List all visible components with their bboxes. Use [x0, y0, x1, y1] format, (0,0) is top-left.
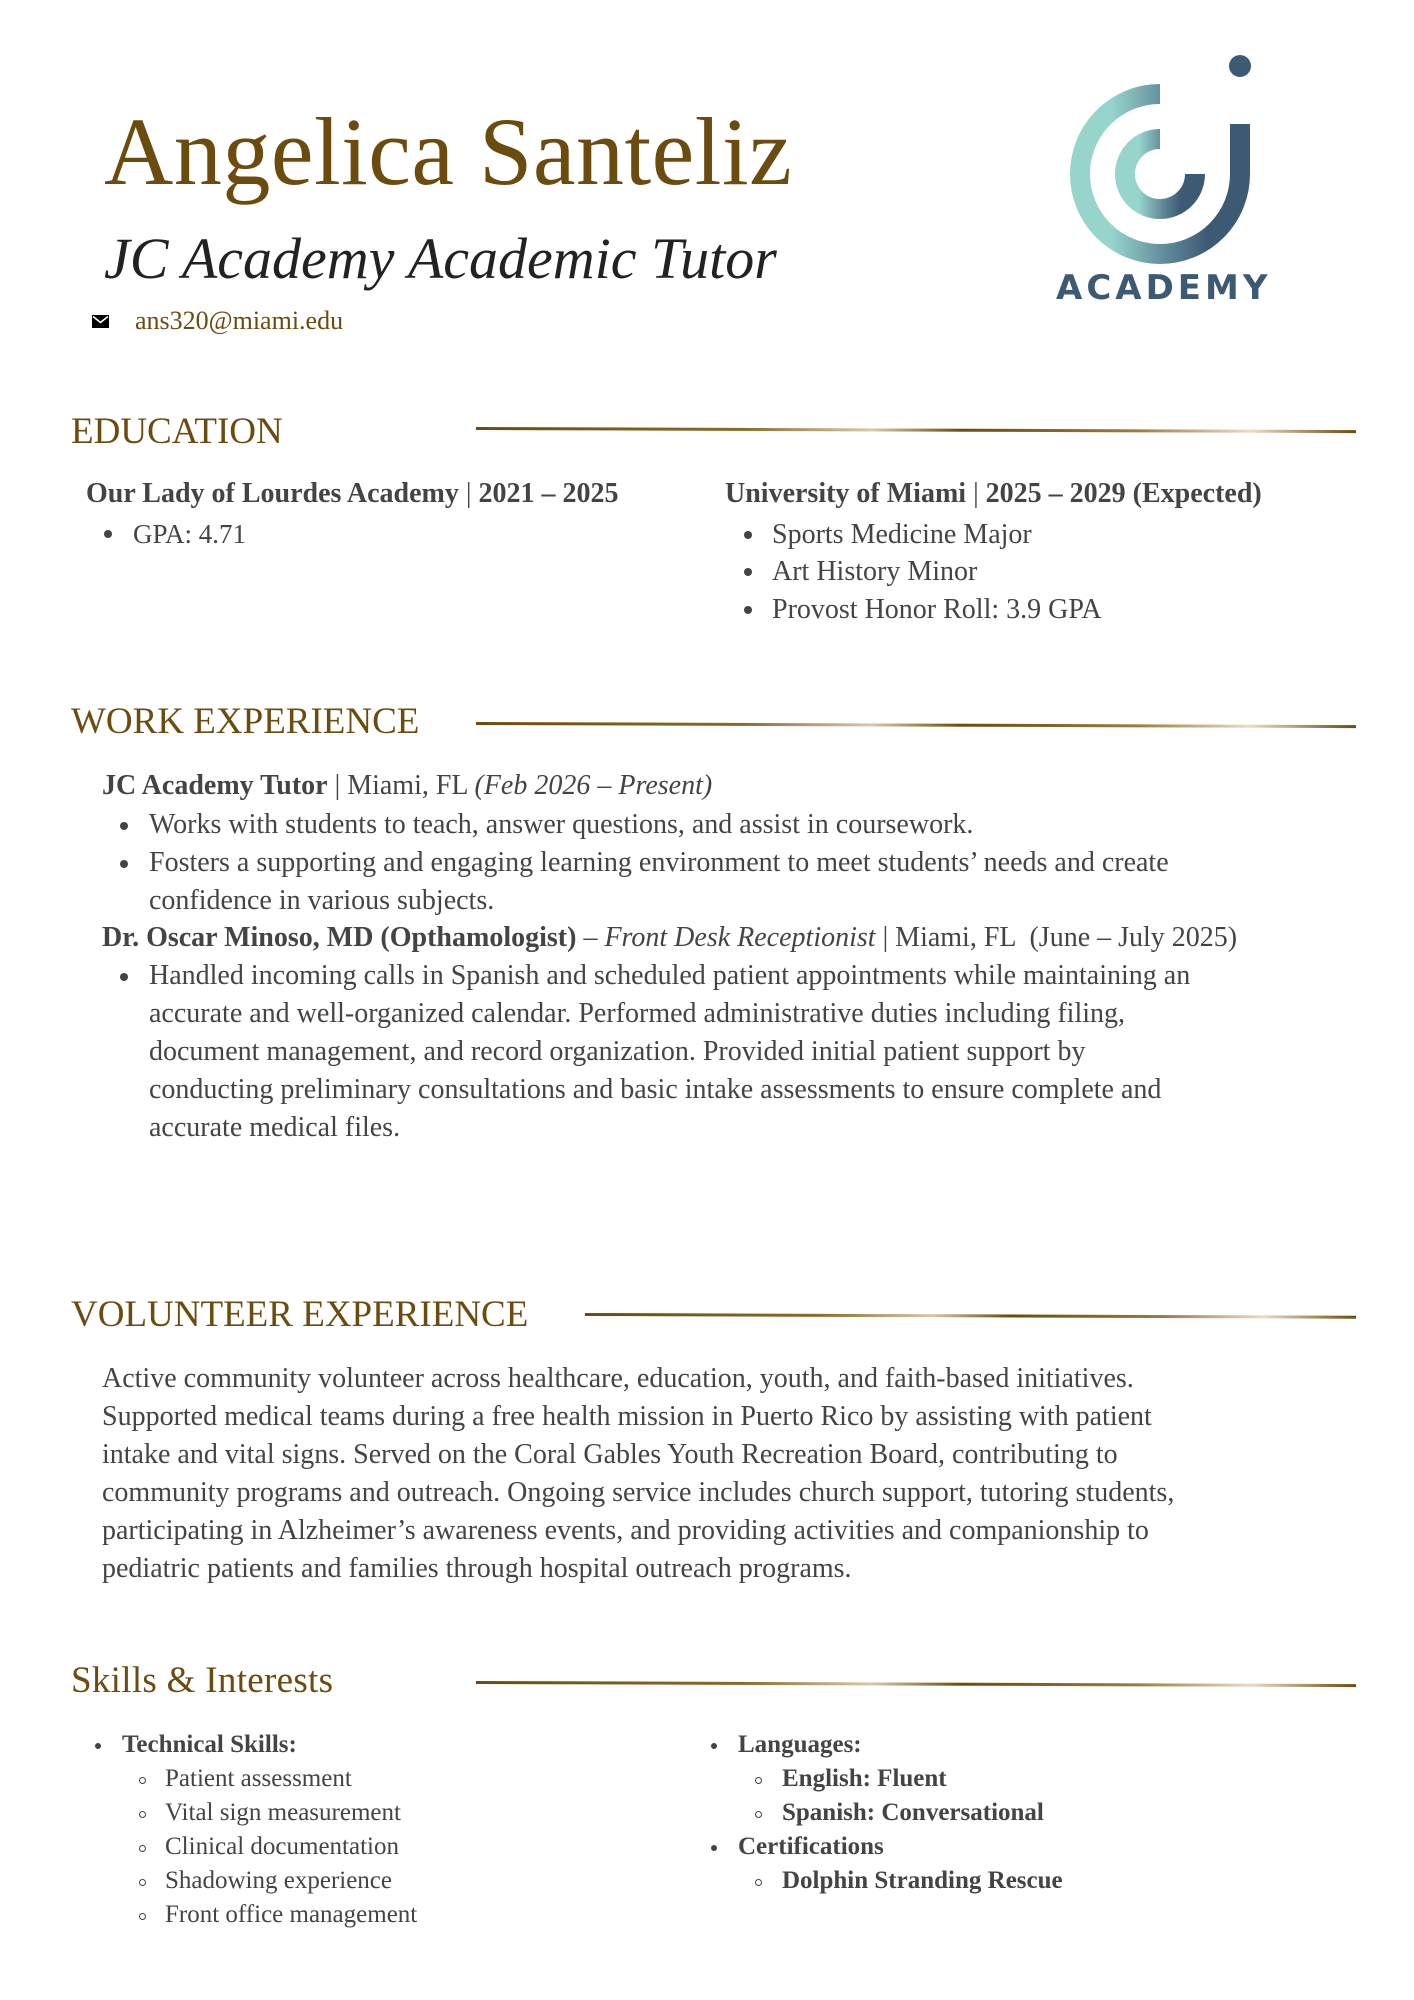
- bullet-icon: [120, 822, 128, 830]
- separator: |: [327, 770, 348, 801]
- job-dates: (Feb 2026 – Present): [474, 770, 713, 801]
- school-name: University of Miami: [725, 478, 967, 509]
- volunteer-line: intake and vital signs. Served on the Coral Gables Youth Recreation Board, contributing to: [102, 1439, 1118, 1470]
- education-left-item: GPA: 4.71: [133, 519, 247, 549]
- job-bullet-line: Fosters a supporting and engaging learning environment to meet students’ needs and create: [149, 847, 1169, 878]
- skill-item: Spanish: Conversational: [782, 1799, 1044, 1826]
- work-divider: [476, 722, 1356, 728]
- job-bullet-line: Handled incoming calls in Spanish and scheduled patient appointments while maintaining an: [149, 960, 1191, 991]
- separator: |: [973, 478, 979, 509]
- skill-category: Languages:: [738, 1731, 862, 1758]
- sub-bullet-icon: [139, 1777, 146, 1784]
- skill-item: Clinical documentation: [165, 1833, 399, 1860]
- education-right-item: Art History Minor: [772, 556, 978, 587]
- email-contact[interactable]: [92, 308, 343, 334]
- skill-item: Patient assessment: [165, 1765, 352, 1792]
- volunteer-line: participating in Alzheimer’s awareness events, and providing activities and companionship to: [102, 1515, 1149, 1546]
- skills-heading: Skills & Interests: [71, 1660, 334, 1701]
- job-bullet-line: conducting preliminary consultations and basic intake assessments to ensure complete and: [149, 1074, 1162, 1105]
- volunteer-line: Active community volunteer across healthcare, education, youth, and faith-based initiatives.: [102, 1363, 1134, 1394]
- education-right-item: Provost Honor Roll: 3.9 GPA: [772, 594, 1102, 625]
- job-role: Front Desk Receptionist: [604, 922, 876, 953]
- education-right-item: Sports Medicine Major: [772, 519, 1032, 550]
- work-heading: WORK EXPERIENCE: [71, 701, 420, 742]
- job-bullet-line: accurate medical files.: [149, 1112, 401, 1143]
- job-role: JC Academy Tutor: [102, 770, 328, 801]
- bullet-icon: [104, 530, 112, 538]
- skill-item: Dolphin Stranding Rescue: [782, 1867, 1063, 1894]
- job-header: [102, 919, 1237, 957]
- job-bullet-line: Works with students to teach, answer questions, and assist in coursework.: [149, 809, 974, 840]
- separator: |: [875, 922, 896, 953]
- bullet-icon: [95, 1743, 101, 1749]
- job-location: Miami, FL (June – July 2025): [895, 922, 1238, 953]
- separator: |: [465, 478, 472, 509]
- skill-item: Shadowing experience: [165, 1867, 393, 1894]
- sub-bullet-icon: [755, 1879, 762, 1886]
- candidate-title: JC Academy Academic Tutor: [104, 226, 777, 291]
- job-bullet-line: confidence in various subjects.: [149, 885, 495, 916]
- candidate-name: Angelica Santeliz: [104, 98, 793, 205]
- bullet-icon: [744, 531, 752, 539]
- job-bullet-line: document management, and record organization. Provided initial patient support by: [149, 1036, 1086, 1067]
- dash: –: [576, 922, 605, 953]
- volunteer-divider: [585, 1313, 1356, 1319]
- sub-bullet-icon: [139, 1879, 146, 1886]
- sub-bullet-icon: [139, 1913, 146, 1920]
- volunteer-line: pediatric patients and families through hospital outreach programs.: [102, 1553, 852, 1584]
- education-heading: EDUCATION: [71, 411, 283, 452]
- sub-bullet-icon: [139, 1845, 146, 1852]
- bullet-icon: [711, 1845, 717, 1851]
- school-years: 2021 – 2025: [478, 478, 619, 509]
- volunteer-line: Supported medical teams during a free health mission in Puerto Rico by assisting with patient: [102, 1401, 1152, 1432]
- skill-item: English: Fluent: [782, 1765, 947, 1792]
- school-years: 2025 – 2029 (Expected): [985, 478, 1262, 509]
- skill-item: Vital sign measurement: [165, 1799, 401, 1826]
- sub-bullet-icon: [755, 1777, 762, 1784]
- bullet-icon: [711, 1743, 717, 1749]
- email-link[interactable]: ans320@miami.edu: [135, 306, 344, 335]
- volunteer-heading: VOLUNTEER EXPERIENCE: [71, 1294, 529, 1335]
- bullet-icon: [744, 606, 752, 614]
- education-right-header: [725, 475, 1262, 513]
- job-header: [102, 767, 712, 805]
- volunteer-line: community programs and outreach. Ongoing service includes church support, tutoring students,: [102, 1477, 1175, 1508]
- school-name: Our Lady of Lourdes Academy: [86, 478, 459, 509]
- logo-text: ACADEMY: [1056, 268, 1272, 308]
- sub-bullet-icon: [139, 1811, 146, 1818]
- skill-category: Technical Skills:: [122, 1731, 297, 1758]
- bullet-icon: [120, 973, 128, 981]
- skill-category: Certifications: [738, 1833, 884, 1860]
- skill-item: Front office management: [165, 1901, 418, 1928]
- jc-academy-logo: [1050, 46, 1275, 311]
- job-employer: Dr. Oscar Minoso, MD (Opthamologist): [102, 922, 577, 953]
- job-bullet-line: accurate and well-organized calendar. Performed administrative duties including filing,: [149, 998, 1126, 1029]
- education-left-header: [86, 475, 618, 513]
- job-location: Miami, FL: [347, 770, 475, 801]
- envelope-icon: [92, 315, 109, 328]
- sub-bullet-icon: [755, 1811, 762, 1818]
- bullet-icon: [744, 568, 752, 576]
- education-divider: [476, 427, 1356, 433]
- skills-divider: [476, 1681, 1356, 1687]
- bullet-icon: [120, 860, 128, 868]
